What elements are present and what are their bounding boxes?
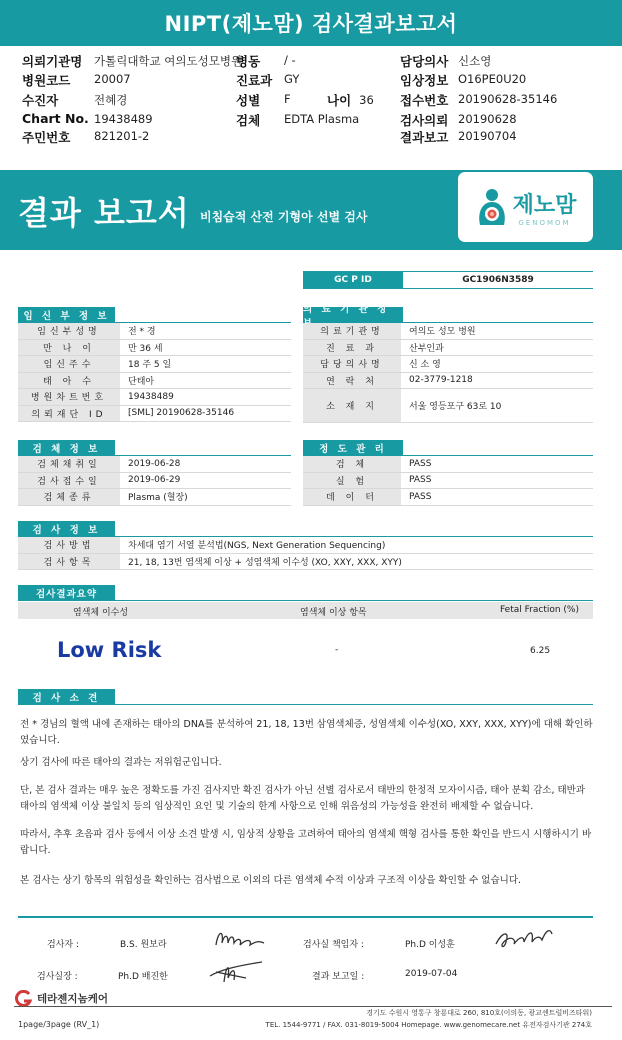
row-value: 차세대 염기 서열 분석법(NGS, Next Generation Sequencing) xyxy=(128,541,386,552)
table-row xyxy=(18,489,291,506)
lab-head-name: Ph.D 이성훈 xyxy=(405,940,455,950)
specimen-info-heading: 검 체 정 보 xyxy=(18,440,115,456)
table-row xyxy=(18,373,291,390)
header-label: 의뢰기관명 xyxy=(22,54,83,69)
row-value: 19438489 xyxy=(128,391,174,402)
header-label: 검체 xyxy=(236,113,261,128)
row-label: 담당의사명 xyxy=(303,356,401,372)
row-label: 만 나 이 xyxy=(18,340,120,356)
header-label: 진료과 xyxy=(236,73,273,88)
lab-head-label: 검사실 책임자 : xyxy=(303,940,364,950)
footer-contact: TEL. 1544-9771 / FAX. 031-8019-5004 Homepage. www.genomecare.net 유전자검사기관 274호 xyxy=(265,1021,592,1029)
g-logo-icon xyxy=(14,990,34,1006)
row-value: PASS xyxy=(409,475,432,486)
table-row xyxy=(303,323,593,340)
row-value: 신 소 영 xyxy=(409,360,441,371)
table-row xyxy=(18,340,291,357)
divider xyxy=(115,600,593,601)
qc-heading: 정 도 관 리 xyxy=(303,440,403,456)
row-value: 21, 18, 13번 염색체 이상 + 성염색체 이수성 (XO, XXY, XXX, XYY) xyxy=(128,557,402,568)
divider xyxy=(18,916,593,918)
table-row xyxy=(18,456,291,473)
lab-head-signature-icon xyxy=(492,922,562,954)
age-label: 나이 xyxy=(327,93,352,108)
row-label: 데 이 터 xyxy=(303,489,401,505)
table-row xyxy=(18,406,291,423)
header-label: 수진자 xyxy=(22,93,59,108)
header-value: GY xyxy=(284,72,300,86)
table-row xyxy=(303,356,593,373)
header-label: 임상정보 xyxy=(400,73,449,88)
banner-subtitle: 비침습적 산전 기형아 선별 검사 xyxy=(200,210,368,224)
row-label: 임신주수 xyxy=(18,356,120,372)
gcp-id-value: GC1906N3589 xyxy=(403,271,593,289)
table-row xyxy=(303,489,593,506)
table-row xyxy=(18,356,291,373)
row-label: 의료기관명 xyxy=(303,323,401,339)
row-value: 산부인과 xyxy=(409,343,444,354)
institution-info-heading: 의 료 기 관 정 xyxy=(303,307,403,323)
row-value: 18 주 5 일 xyxy=(128,360,172,371)
row-value: PASS xyxy=(409,458,432,469)
findings-paragraph-4: 따라서, 추후 초음파 검사 등에서 이상 소견 발생 시, 임상적 상황을 고려하여 태아의 염색체 핵형 검사를 통한 확인을 반드시 시행하시기 바랍니다. xyxy=(20,829,592,856)
header-label: 검사의뢰 xyxy=(400,113,449,128)
table-row xyxy=(303,340,593,357)
row-label: 임신부성명 xyxy=(18,323,120,339)
header-label: 접수번호 xyxy=(400,93,449,108)
tester-signature-icon xyxy=(210,925,268,953)
summary-header-row xyxy=(18,602,593,619)
row-value: 서울 영등포구 63로 10 xyxy=(409,402,502,412)
row-value: 전 * 경 xyxy=(128,327,156,338)
header-label: 주민번호 xyxy=(22,130,71,145)
row-value: 만 36 세 xyxy=(128,343,163,354)
row-value: PASS xyxy=(409,491,432,502)
table-row xyxy=(18,537,593,554)
director-signature-icon xyxy=(206,956,266,986)
row-value: 단태아 xyxy=(128,376,155,387)
header-value: / - xyxy=(284,53,296,67)
row-value: 02-3779-1218 xyxy=(409,375,473,386)
summary-heading: 검사결과요약 xyxy=(18,585,115,601)
header-value: EDTA Plasma xyxy=(284,112,360,126)
table-row xyxy=(303,473,593,490)
row-label: 검사접수일 xyxy=(18,473,120,489)
test-info-heading: 검 사 정 보 xyxy=(18,521,115,537)
row-label: 소 재 지 xyxy=(303,389,401,422)
divider xyxy=(115,704,593,705)
row-label: 의뢰재단 ID xyxy=(18,406,120,422)
row-label: 검체채취일 xyxy=(18,456,120,472)
table-row xyxy=(303,456,593,473)
age-row xyxy=(327,91,374,109)
logo-sub: GENOMOM xyxy=(518,218,571,227)
mother-baby-icon xyxy=(475,187,509,227)
header-value: 821201-2 xyxy=(94,129,150,143)
company-logo xyxy=(14,990,108,1006)
header-value: 20190704 xyxy=(458,129,517,143)
row-value: 2019-06-29 xyxy=(128,475,181,486)
header-value: O16PE0U20 xyxy=(458,72,527,86)
header-value: 19438489 xyxy=(94,112,153,126)
header-label: 성별 xyxy=(236,93,261,108)
table-row xyxy=(18,389,291,406)
table-row xyxy=(18,473,291,490)
report-date-label: 결과 보고일 : xyxy=(312,972,365,982)
director-label: 검사실장 : xyxy=(37,972,78,982)
summary-col-aneuploidy: 염색체 이수성 xyxy=(73,608,129,618)
tester-label: 검사자 : xyxy=(47,940,79,950)
header-label: 병원코드 xyxy=(22,73,71,88)
gcp-id-label: GC P ID xyxy=(303,271,403,289)
banner-title: 결과 보고서 xyxy=(18,194,190,232)
header-label: 병동 xyxy=(236,54,261,69)
row-value: 여의도 성모 병원 xyxy=(409,327,476,338)
findings-paragraph-1: 전 * 경님의 혈액 내에 존재하는 태아의 DNA를 분석하여 21, 18, 13번 삼염색체증, 성염색체 이수성(XO, XXY, XXX, XYY)에 대해 확인하였습니다. xyxy=(20,719,593,746)
summary-col-fetal-fraction: Fetal Fraction (%) xyxy=(500,605,579,615)
row-value: 2019-06-28 xyxy=(128,458,181,469)
findings-paragraph-3: 단, 본 검사 결과는 매우 높은 정확도를 가진 검사지만 확진 검사가 아닌 선별 검사로서 태반의 한정적 모자이시즘, 태아 분획 감소, 태반과 태아의 염색체 이상 불일치 등의 임상적인 요인 및 기술의 한계 사항으로 인해 위음성의 가능성을 완전히 배제할 수 없습니다. xyxy=(20,785,586,812)
row-label: 검 체 xyxy=(303,456,401,472)
header-value: 20007 xyxy=(94,72,131,86)
table-row xyxy=(18,323,291,340)
header-value: 20190628-35146 xyxy=(458,92,558,106)
footer-address: 경기도 수원시 영통구 창룡대로 260, 810호(이의동, 광교센트럴비즈타워) xyxy=(366,1009,592,1017)
report-date-value: 2019-07-04 xyxy=(405,969,458,979)
table-row xyxy=(18,554,593,571)
row-label: 태 아 수 xyxy=(18,373,120,389)
genomom-logo xyxy=(458,172,593,242)
logo-name: 제노맘 xyxy=(512,192,577,218)
pregnant-info-heading: 임 신 부 정 보 xyxy=(18,307,115,323)
findings-paragraph-2: 상기 검사에 따른 태아의 결과는 저위험군입니다. xyxy=(20,757,222,768)
row-label: 연 락 처 xyxy=(303,373,401,389)
fetal-fraction-value: 6.25 xyxy=(530,646,551,656)
row-value: Plasma (혈장) xyxy=(128,493,188,504)
header-value: 가톨릭대학교 여의도성모병원 xyxy=(94,54,243,68)
table-row xyxy=(303,389,593,423)
row-label: 검체종류 xyxy=(18,489,120,505)
summary-col-abnormal-item: 염색체 이상 항목 xyxy=(300,608,367,618)
header-label: 담당의사 xyxy=(400,54,449,69)
row-label: 검사항목 xyxy=(18,554,120,570)
header-label: Chart No. xyxy=(22,111,89,126)
divider xyxy=(14,1006,612,1007)
row-label: 실 험 xyxy=(303,473,401,489)
row-value: [SML] 20190628-35146 xyxy=(128,408,235,419)
header-value: 20190628 xyxy=(458,112,517,126)
row-label: 병원차트번호 xyxy=(18,389,120,405)
low-risk-result: Low Risk xyxy=(57,638,162,662)
findings-paragraph-5: 본 검사는 상기 항목의 위험성을 확인하는 검사법으로 이외의 다른 염색체 수적 이상과 구조적 이상을 확인할 수 없습니다. xyxy=(20,875,522,886)
table-row xyxy=(303,373,593,390)
findings-heading: 검 사 소 견 xyxy=(18,689,115,705)
page-indicator: 1page/3page (RV_1) xyxy=(18,1020,100,1029)
header-value: F xyxy=(284,92,291,106)
header-value: 신소영 xyxy=(458,54,492,68)
abnormal-item-value: - xyxy=(335,645,339,655)
header-label: 결과보고 xyxy=(400,130,449,145)
tester-name: B.S. 원보라 xyxy=(120,940,167,950)
row-label: 진 료 과 xyxy=(303,340,401,356)
company-name: 테라젠지놈케어 xyxy=(37,992,109,1005)
report-title: NIPT(제노맘) 검사결과보고서 xyxy=(0,0,622,46)
header-value: 전혜경 xyxy=(94,93,128,107)
director-name: Ph.D 배진한 xyxy=(118,972,168,982)
row-label: 검사방법 xyxy=(18,537,120,553)
age-value: 36 xyxy=(359,93,374,107)
